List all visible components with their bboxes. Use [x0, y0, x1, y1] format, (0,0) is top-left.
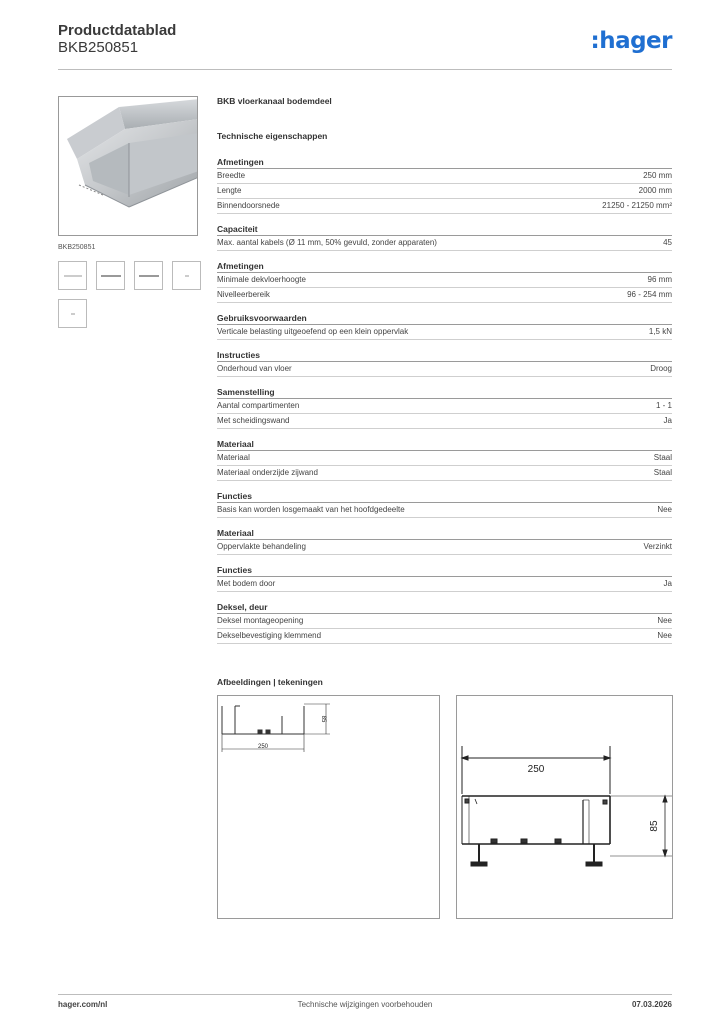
footer-date: 07.03.2026: [631, 1000, 672, 1009]
spec-row: [217, 577, 672, 592]
photo-caption: BKB250851: [58, 244, 96, 251]
spec-value: 1 - 1: [655, 401, 672, 410]
spec-group-title: Samenstelling: [217, 386, 672, 399]
spec-label: Oppervlakte behandeling: [217, 542, 306, 551]
spec-table: [217, 156, 672, 653]
spec-group: [217, 260, 672, 303]
spec-group: [217, 601, 672, 644]
spec-value: Nee: [657, 505, 672, 514]
large-height-dimension: 85: [649, 820, 660, 832]
thumbnail-3[interactable]: [134, 261, 163, 290]
thumbnail-5[interactable]: [58, 299, 87, 328]
spec-value: 1,5 kN: [648, 327, 672, 336]
spec-value: Ja: [663, 579, 672, 588]
technical-properties-title: Technische eigenschappen: [217, 131, 328, 141]
cross-section-large: [457, 696, 674, 920]
spec-row: [217, 399, 672, 414]
spec-group-title: Deksel, deur: [217, 601, 672, 614]
product-code: BKB250851: [58, 39, 139, 56]
spec-label: Aantal compartimenten: [217, 401, 300, 410]
spec-row: [217, 629, 672, 644]
spec-row: [217, 199, 672, 214]
spec-group-title: Functies: [217, 490, 672, 503]
spec-group-title: Instructies: [217, 349, 672, 362]
spec-group: [217, 438, 672, 481]
small-width-dimension: 250: [257, 744, 269, 750]
page-header: [58, 22, 672, 70]
spec-group: [217, 564, 672, 592]
spec-row: [217, 184, 672, 199]
spec-label: Verticale belasting uitgeoefend op een klein oppervlak: [217, 327, 409, 336]
spec-row: [217, 236, 672, 251]
spec-value: Ja: [663, 416, 672, 425]
spec-value: Nee: [657, 631, 672, 640]
spec-group-title: Materiaal: [217, 438, 672, 451]
large-width-dimension: 250: [527, 764, 545, 775]
spec-group: [217, 527, 672, 555]
spec-value: Staal: [653, 453, 672, 462]
thumbnail-4[interactable]: [172, 261, 201, 290]
footer-disclaimer: Technische wijzigingen voorbehouden: [297, 1000, 433, 1009]
spec-value: Staal: [653, 468, 672, 477]
spec-label: Met bodem door: [217, 579, 276, 588]
product-name: BKB vloerkanaal bodemdeel: [217, 96, 332, 106]
page-footer: [58, 994, 672, 1014]
spec-label: Deksel montageopening: [217, 616, 304, 625]
spec-group: [217, 349, 672, 377]
hager-logo: :hager: [590, 28, 672, 54]
spec-row: [217, 414, 672, 429]
document-title: Productdatablad: [58, 22, 177, 39]
spec-label: Binnendoorsnede: [217, 201, 280, 210]
spec-label: Dekselbevestiging klemmend: [217, 631, 322, 640]
spec-label: Basis kan worden losgemaakt van het hoofdgedeelte: [217, 505, 405, 514]
drawing-small[interactable]: [217, 695, 440, 919]
spec-value: 21250 - 21250 mm²: [602, 201, 672, 210]
spec-group: [217, 156, 672, 214]
footer-website[interactable]: hager.com/nl: [58, 1000, 108, 1009]
product-photo[interactable]: [58, 96, 198, 236]
spec-row: [217, 540, 672, 555]
thumbnail-1[interactable]: [58, 261, 87, 290]
drawing-large[interactable]: [456, 695, 673, 919]
spec-row: [217, 325, 672, 340]
spec-label: Max. aantal kabels (Ø 11 mm, 50% gevuld, zonder apparaten): [217, 238, 437, 247]
spec-value: Verzinkt: [643, 542, 672, 551]
spec-label: Breedte: [217, 171, 246, 180]
spec-label: Materiaal: [217, 453, 250, 462]
spec-row: [217, 451, 672, 466]
spec-group-title: Functies: [217, 564, 672, 577]
spec-label: Materiaal onderzijde zijwand: [217, 468, 318, 477]
spec-group: [217, 490, 672, 518]
spec-row: [217, 273, 672, 288]
spec-group: [217, 223, 672, 251]
spec-group: [217, 312, 672, 340]
spec-row: [217, 288, 672, 303]
spec-label: Nivelleerbereik: [217, 290, 270, 299]
spec-row: [217, 614, 672, 629]
spec-row: [217, 466, 672, 481]
drawings-title: Afbeeldingen | tekeningen: [217, 677, 323, 687]
spec-value: 96 - 254 mm: [627, 290, 672, 299]
spec-label: Lengte: [217, 186, 242, 195]
spec-value: 96 mm: [647, 275, 672, 284]
spec-group-title: Afmetingen: [217, 156, 672, 169]
spec-group-title: Gebruiksvoorwaarden: [217, 312, 672, 325]
thumbnail-2[interactable]: [96, 261, 125, 290]
spec-value: Droog: [650, 364, 672, 373]
spec-value: 45: [663, 238, 672, 247]
spec-value: 250 mm: [643, 171, 672, 180]
spec-label: Met scheidingswand: [217, 416, 290, 425]
spec-label: Minimale dekvloerhoogte: [217, 275, 306, 284]
spec-group-title: Materiaal: [217, 527, 672, 540]
spec-row: [217, 503, 672, 518]
spec-value: Nee: [657, 616, 672, 625]
spec-group-title: Capaciteit: [217, 223, 672, 236]
spec-value: 2000 mm: [638, 186, 672, 195]
floor-duct-image: [59, 97, 198, 236]
small-height-dimension: 85: [320, 715, 326, 723]
spec-label: Onderhoud van vloer: [217, 364, 292, 373]
cross-section-small: [218, 696, 441, 920]
spec-group: [217, 386, 672, 429]
spec-row: [217, 362, 672, 377]
spec-group-title: Afmetingen: [217, 260, 672, 273]
spec-row: [217, 169, 672, 184]
